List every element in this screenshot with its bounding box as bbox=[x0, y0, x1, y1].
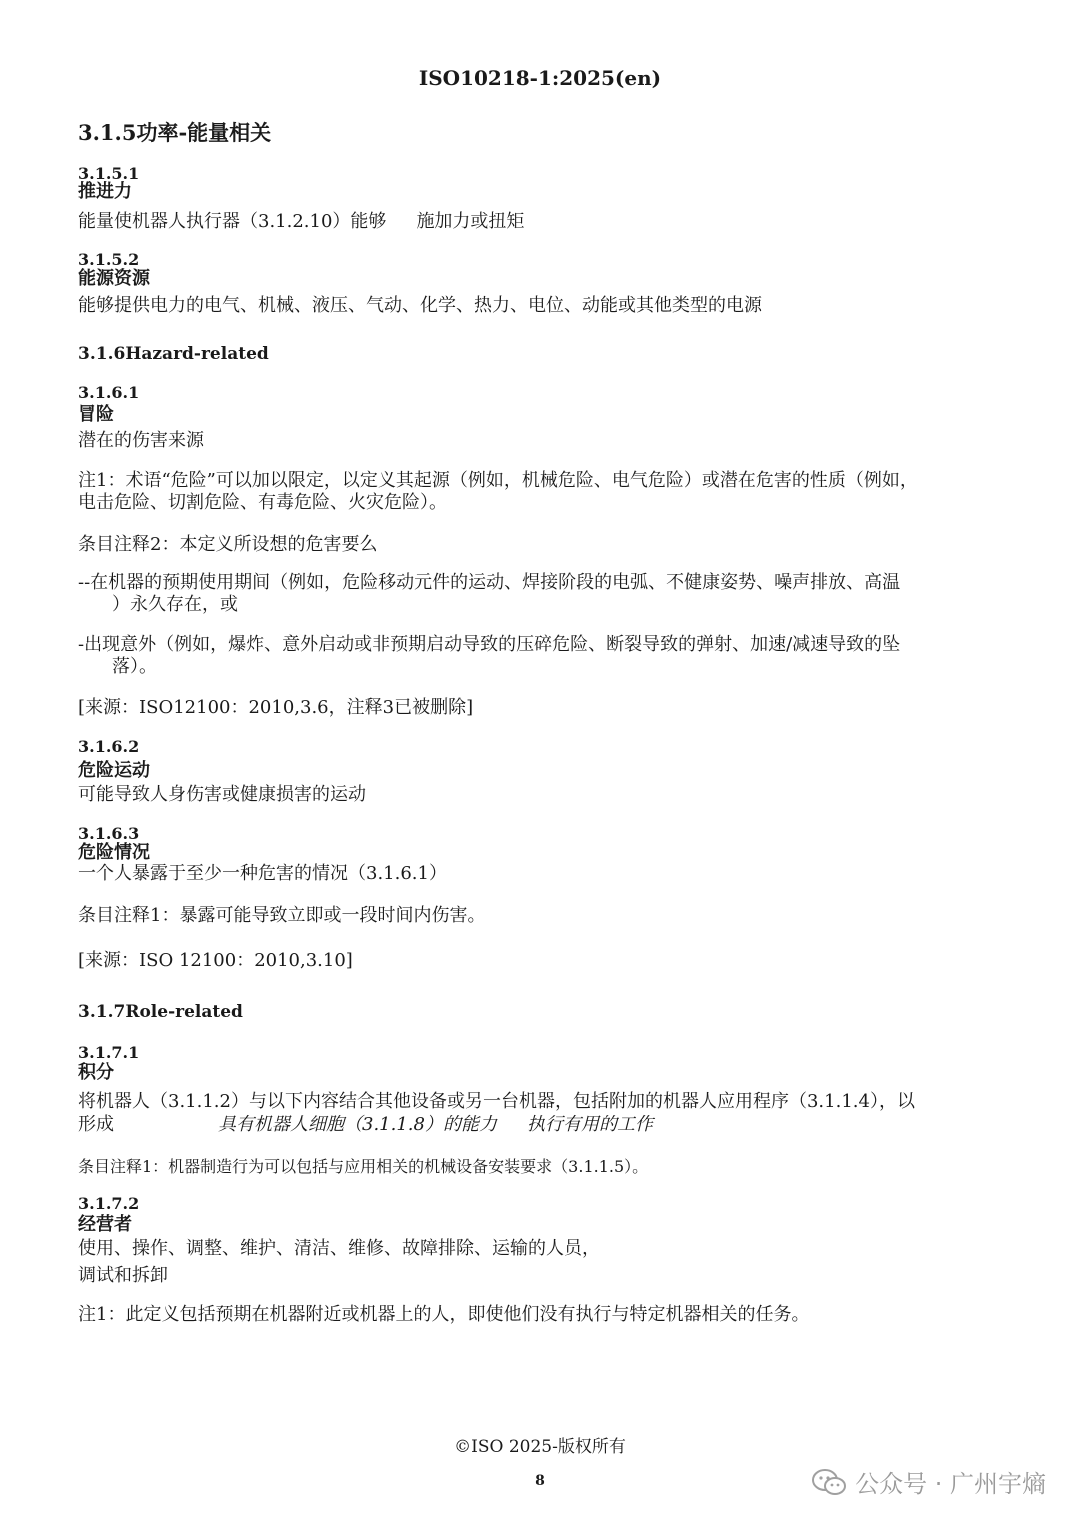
entry-number: 3.1.7.2 bbox=[78, 1194, 140, 1213]
watermark bbox=[811, 1464, 1046, 1499]
entry-definition-line: 调试和拆卸 bbox=[78, 1265, 168, 1286]
watermark-text: 公众号 · 广州宇熵 bbox=[855, 1470, 1046, 1498]
definition-part: 能量使机器人执行器（3.1.2.10）能够 bbox=[78, 211, 387, 232]
document-title: ISO10218-1:2025(en) bbox=[418, 66, 662, 90]
entry-definition-line: 使用、操作、调整、维护、清洁、维修、故障排除、运输的人员， bbox=[78, 1238, 600, 1259]
entry-source: [来源：ISO 12100：2010,3.10] bbox=[78, 950, 353, 971]
entry-number: 3.1.5.1 bbox=[78, 164, 140, 183]
entry-definition-line bbox=[78, 1114, 653, 1136]
entry-definition bbox=[78, 211, 524, 233]
entry-note: 条目注释2：本定义所设想的危害要么 bbox=[78, 534, 378, 555]
bullet-line: --在机器的预期使用期间（例如，危险移动元件的运动、焊接阶段的电弧、不健康姿势、噪声排放、高温 bbox=[78, 572, 901, 593]
copyright-footer: ©ISO 2025-版权所有 bbox=[454, 1437, 626, 1457]
entry-note: 条目注释1：暴露可能导致立即或一段时间内伤害。 bbox=[78, 905, 486, 926]
entry-number: 3.1.7.1 bbox=[78, 1043, 140, 1062]
entry-source: [来源：ISO12100：2010,3.6，注释3已被删除] bbox=[78, 697, 474, 718]
section-heading-3-1-7: 3.1.7Role-related bbox=[78, 1002, 243, 1022]
definition-part: 施加力或扭矩 bbox=[416, 211, 525, 232]
entry-term: 积分 bbox=[78, 1062, 114, 1083]
entry-term: 危险情况 bbox=[78, 842, 150, 863]
entry-term: 冒险 bbox=[78, 404, 114, 425]
entry-term: 经营者 bbox=[78, 1214, 132, 1235]
bullet-line: -出现意外（例如，爆炸、意外启动或非预期启动导致的压碎危险、断裂导致的弹射、加速/减速导致的坠 bbox=[78, 634, 901, 655]
wechat-icon bbox=[811, 1468, 847, 1496]
entry-note-line: 注1：术语“危险”可以加以限定，以定义其起源（例如，机械危险、电气危险）或潜在危害的性质（例如， bbox=[78, 470, 918, 491]
definition-part: 形成 bbox=[78, 1114, 114, 1135]
entry-term: 危险运动 bbox=[78, 760, 150, 781]
entry-definition-line: 将机器人（3.1.1.2）与以下内容结合其他设备或另一台机器，包括附加的机器人应用程序（3.1.1.4），以 bbox=[78, 1091, 915, 1112]
section-heading-3-1-6: 3.1.6Hazard-related bbox=[78, 344, 269, 364]
entry-definition: 一个人暴露于至少一种危害的情况（3.1.6.1） bbox=[78, 863, 447, 884]
page-number: 8 bbox=[535, 1473, 545, 1489]
entry-number: 3.1.5.2 bbox=[78, 250, 140, 269]
entry-term: 推进力 bbox=[78, 181, 132, 202]
entry-term: 能源资源 bbox=[78, 268, 150, 289]
entry-definition: 潜在的伤害来源 bbox=[78, 430, 204, 451]
entry-number: 3.1.6.1 bbox=[78, 383, 140, 402]
entry-number: 3.1.6.2 bbox=[78, 737, 140, 756]
entry-note: 条目注释1：机器制造行为可以包括与应用相关的机械设备安装要求（3.1.1.5）。 bbox=[78, 1157, 649, 1176]
section-heading-3-1-5: 3.1.5功率-能量相关 bbox=[78, 120, 272, 145]
entry-note: 注1：此定义包括预期在机器附近或机器上的人，即使他们没有执行与特定机器相关的任务。 bbox=[78, 1304, 810, 1325]
entry-definition: 可能导致人身伤害或健康损害的运动 bbox=[78, 784, 366, 805]
definition-part: 具有机器人细胞（3.1.1.8）的能力 bbox=[218, 1114, 497, 1135]
entry-note-line: 电击危险、切割危险、有毒危险、火灾危险）。 bbox=[78, 492, 447, 513]
bullet-line: ）永久存在，或 bbox=[112, 594, 238, 615]
bullet-line: 落）。 bbox=[112, 656, 157, 677]
entry-definition: 能够提供电力的电气、机械、液压、气动、化学、热力、电位、动能或其他类型的电源 bbox=[78, 295, 762, 316]
definition-part: 执行有用的工作 bbox=[526, 1114, 653, 1135]
entry-number: 3.1.6.3 bbox=[78, 824, 140, 843]
